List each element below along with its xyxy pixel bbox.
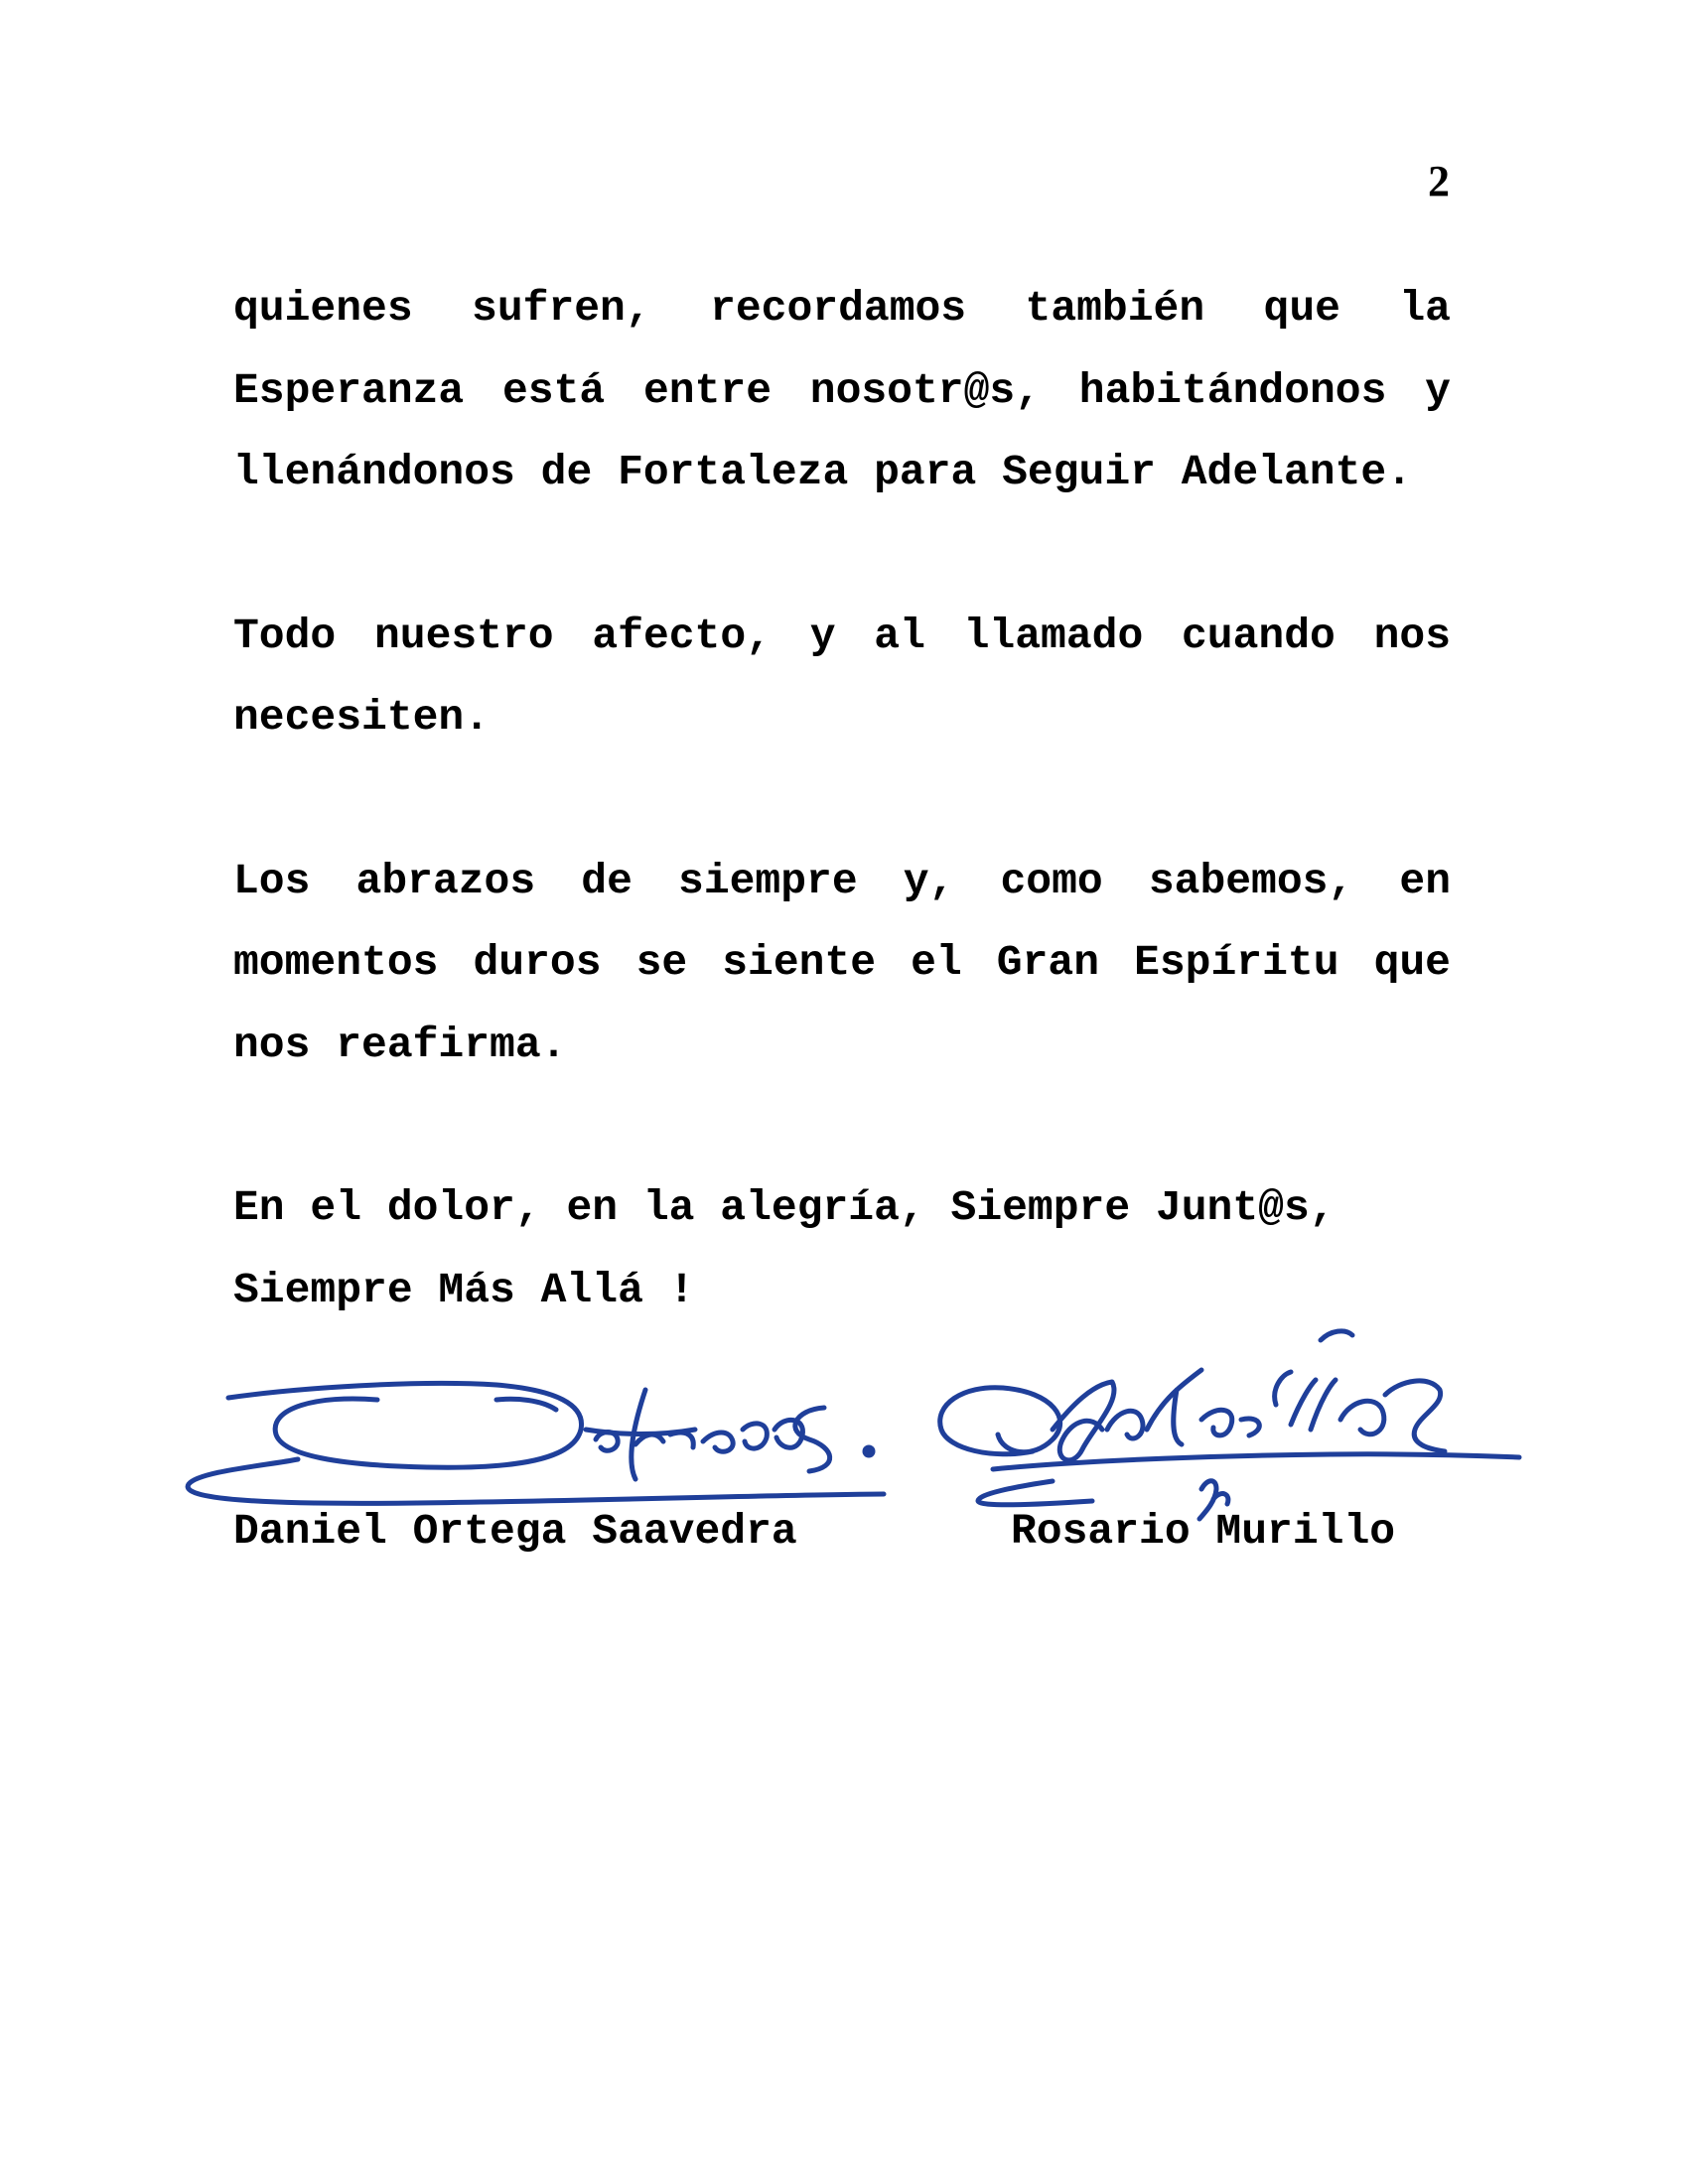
- paragraph-1: quienes sufren, recordamos también que la Esperanza está entre nosotr@s, habitándonos y llenándonos de Fortaleza para Seguir Adelante.: [233, 284, 1451, 496]
- signer-name-right: Rosario Murillo: [1011, 1507, 1396, 1556]
- paragraph-2: Todo nuestro afecto, y al llamado cuando nos necesiten.: [233, 611, 1451, 742]
- paragraph-4: En el dolor, en la alegría, Siempre Junt@s, Siempre Más Allá !: [233, 1183, 1336, 1314]
- paragraph-3: Los abrazos de siempre y, como sabemos, en momentos duros se siente el Gran Espíritu que nos reafirma.: [233, 856, 1451, 1069]
- page-number: 2: [1428, 157, 1450, 205]
- signer-name-left: Daniel Ortega Saavedra: [233, 1507, 797, 1556]
- letter-body: [233, 268, 1451, 1413]
